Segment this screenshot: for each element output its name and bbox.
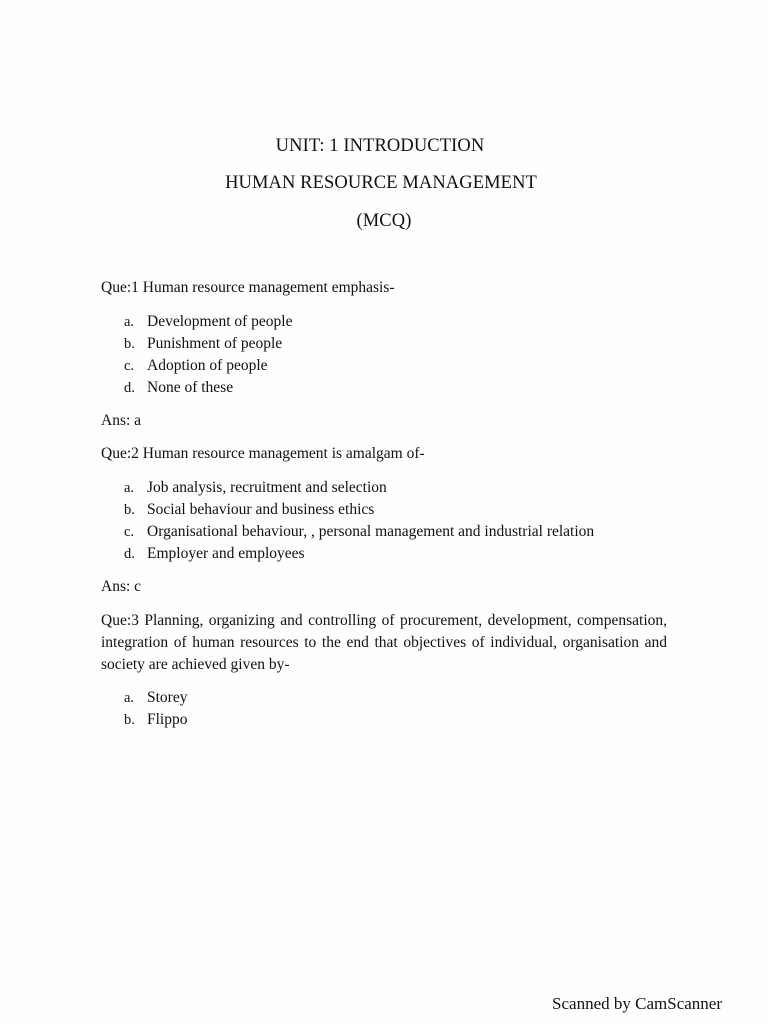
- option-letter: b.: [124, 336, 135, 352]
- option-letter: d.: [124, 546, 135, 562]
- question-1-options: [124, 311, 292, 399]
- option-letter: a.: [124, 314, 135, 330]
- option: [124, 521, 594, 543]
- option-letter: a.: [124, 480, 135, 496]
- option: [124, 355, 292, 377]
- option: [124, 687, 187, 709]
- option-text: Job analysis, recruitment and selection: [147, 479, 387, 496]
- option: [124, 333, 292, 355]
- answer-1: Ans: a: [101, 412, 142, 429]
- option-text: Development of people: [147, 313, 293, 330]
- option-text: None of these: [147, 379, 234, 396]
- option-letter: b.: [124, 712, 135, 728]
- option: [124, 543, 594, 565]
- scanner-watermark: Scanned by CamScanner: [552, 994, 722, 1013]
- option-letter: b.: [124, 502, 135, 518]
- option-text: Storey: [147, 689, 188, 706]
- question-3-options: [124, 687, 187, 731]
- mcq-heading: (MCQ): [356, 211, 412, 231]
- option-letter: a.: [124, 690, 135, 706]
- option: [124, 477, 594, 499]
- option-text: Adoption of people: [147, 357, 268, 374]
- option-letter: c.: [124, 524, 135, 540]
- answer-2: Ans: c: [101, 578, 142, 595]
- question-2: Que:2 Human resource management is amalgam of-: [101, 445, 425, 462]
- option-text: Employer and employees: [147, 545, 305, 562]
- question-3: Que:3 Planning, organizing and controlling of procurement, development, compensation, integration of human resources to the end that objectives of individual, organisation and society are achieved given by-: [101, 612, 667, 673]
- question-2-options: [124, 477, 594, 565]
- option: [124, 311, 292, 333]
- option-text: Punishment of people: [147, 335, 283, 352]
- option-letter: c.: [124, 358, 135, 374]
- option-text: Organisational behaviour, , personal management and industrial relation: [147, 523, 595, 540]
- option: [124, 499, 594, 521]
- question-1: Que:1 Human resource management emphasis-: [101, 279, 395, 296]
- subject-heading: HUMAN RESOURCE MANAGEMENT: [225, 173, 537, 193]
- option: [124, 709, 187, 731]
- unit-heading: UNIT: 1 INTRODUCTION: [275, 136, 485, 156]
- option-letter: d.: [124, 380, 135, 396]
- option-text: Flippo: [147, 711, 188, 728]
- option: [124, 377, 292, 399]
- option-text: Social behaviour and business ethics: [147, 501, 375, 518]
